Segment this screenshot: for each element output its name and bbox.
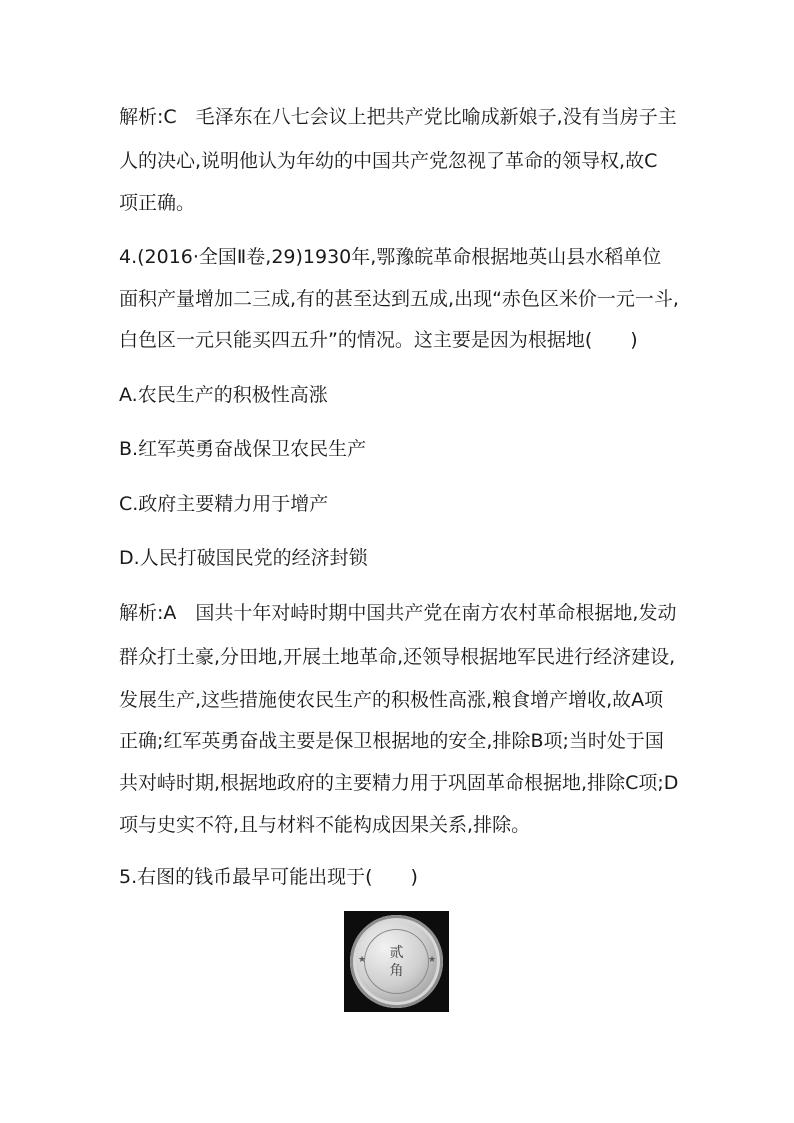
- coin-inner-ring: [364, 929, 429, 994]
- question-4-stem-line-1: 4.(2016·全国Ⅱ卷,29)1930年,鄂豫皖革命根据地英山县水稻单位: [119, 246, 662, 268]
- analysis-4-line-3: 发展生产,这些措施使农民生产的积极性高涨,粮食增产增收,故A项: [119, 689, 664, 711]
- question-4-option-a: A.农民生产的积极性高涨: [119, 384, 328, 406]
- question-5-stem: 5.右图的钱币最早可能出现于( ): [119, 866, 418, 888]
- analysis-3-line-2: 人的决心,说明他认为年幼的中国共产党忽视了革命的领导权,故C: [119, 150, 658, 172]
- analysis-4-line-6: 项与史实不符,且与材料不能构成因果关系,排除。: [119, 814, 531, 836]
- analysis-3-line-1: 解析:C 毛泽东在八七会议上把共产党比喻成新娘子,没有当房子主: [119, 106, 677, 128]
- coin-photo: [344, 911, 449, 1012]
- analysis-4-line-1: 解析:A 国共十年对峙时期中国共产党在南方农村革命根据地,发动: [119, 602, 677, 624]
- coin-denomination-top: 贰: [389, 945, 404, 961]
- coin-denomination-bottom: 角: [389, 963, 404, 979]
- question-4-stem-line-3: 白色区一元只能买四五升”的情况。这主要是因为根据地( ): [119, 329, 638, 351]
- analysis-4-line-5: 共对峙时期,根据地政府的主要精力用于巩固革命根据地,排除C项;D: [119, 772, 679, 794]
- analysis-3-line-3: 项正确。: [119, 192, 196, 214]
- question-4-option-d: D.人民打破国民党的经济封锁: [119, 547, 368, 569]
- question-4-option-c: C.政府主要精力用于增产: [119, 493, 329, 515]
- coin-star-left-icon: ★: [358, 955, 367, 965]
- silver-coin: [350, 915, 443, 1008]
- analysis-4-line-4: 正确;红军英勇奋战主要是保卫根据地的安全,排除B项;当时处于国: [119, 730, 664, 752]
- question-4-stem-line-2: 面积产量增加二三成,有的甚至达到五成,出现“赤色区米价一元一斗,: [119, 288, 679, 310]
- analysis-4-line-2: 群众打土豪,分田地,开展土地革命,还领导根据地军民进行经济建设,: [119, 646, 676, 668]
- question-4-option-b: B.红军英勇奋战保卫农民生产: [119, 438, 367, 460]
- coin-star-right-icon: ★: [428, 955, 437, 965]
